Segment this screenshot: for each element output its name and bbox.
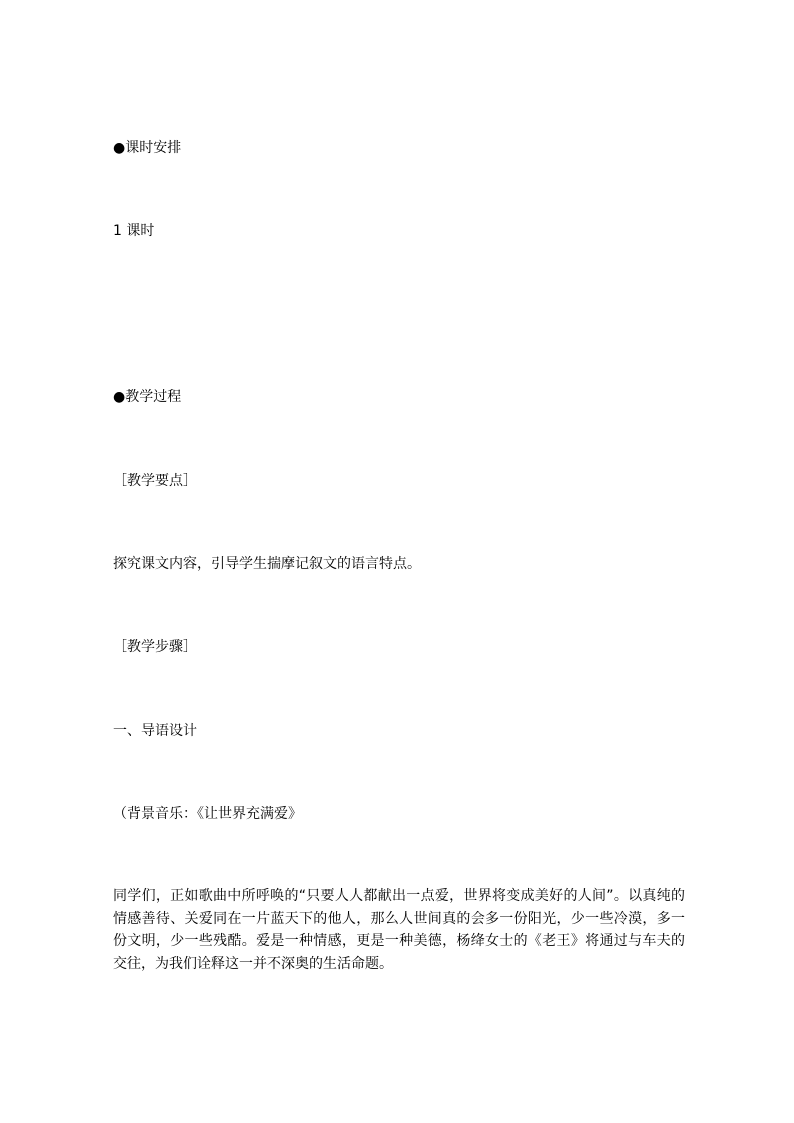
intro-paragraph: 同学们，正如歌曲中所呼唤的“只要人人都献出一点爱，世界将变成美好的人间”。以真纯的情感善待、关爱同在一片蓝天下的他人，那么人世间真的会多一份阳光，少一些冷漠，多一份文明，少一些残酷。爱是一种情感，更是一种美德，杨绛女士的《老王》将通过与车夫的交往，为我们诠释这一并不深奥的生活命题。 <box>113 888 685 972</box>
key-points-text: 探究课文内容，引导学生揣摩记叙文的语言特点。 <box>113 556 421 572</box>
step-one-heading: 一、导语设计 <box>113 723 197 739</box>
key-points-label: ［教学要点］ <box>113 473 197 489</box>
section-schedule-heading: ●课时安排 <box>113 140 182 156</box>
background-music-note: （背景音乐：《让世界充满爱》 <box>113 806 302 822</box>
schedule-value: 1 课时 <box>113 223 155 239</box>
steps-label: ［教学步骤］ <box>113 639 197 655</box>
section-process-heading: ●教学过程 <box>113 389 182 405</box>
